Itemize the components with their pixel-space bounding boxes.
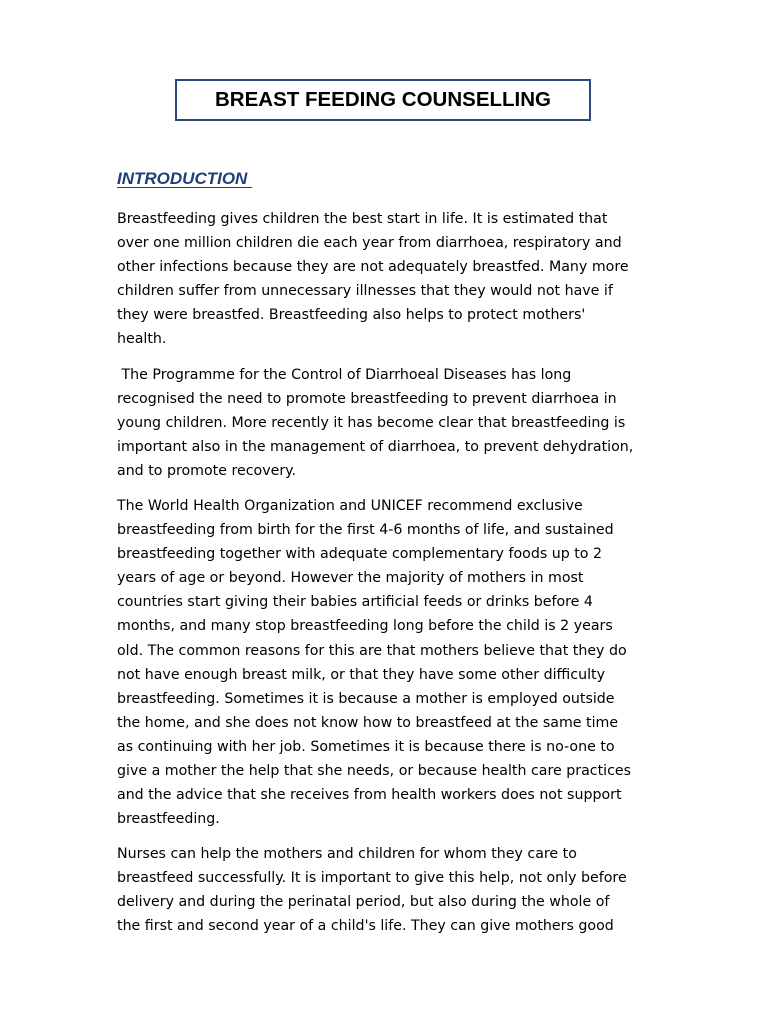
document-title: BREAST FEEDING COUNSELLING [215,88,551,111]
text-line: give a mother the help that she needs, or because health care practices [117,763,631,780]
section-heading-introduction: INTRODUCTION [117,169,253,188]
text-line: young children. More recently it has become clear that breastfeeding is [117,415,626,432]
text-line: breastfeeding together with adequate complementary foods up to 2 [117,546,603,563]
text-line: The World Health Organization and UNICEF recommend exclusive [117,498,583,514]
text-line: recognised the need to promote breastfeeding to prevent diarrhoea in [117,391,617,408]
text-line: Breastfeeding gives children the best start in life. It is estimated that [117,211,608,227]
title-box [175,79,591,121]
text-line: breastfeeding. [117,811,220,828]
text-line: delivery and during the perinatal period, but also during the whole of [117,894,610,911]
text-line: old. The common reasons for this are that mothers believe that they do [117,642,627,659]
text-line: breastfeeding from birth for the first 4-6 months of life, and sustained [117,522,614,539]
paragraph-3 [117,494,657,831]
text-line: children suffer from unnecessary illnesses that they would not have if [117,283,613,300]
text-line: and the advice that she receives from health workers does not support [117,787,622,804]
text-line: important also in the management of diarrhoea, to prevent dehydration, [117,439,634,456]
text-line: years of age or beyond. However the majority of mothers in most [117,570,584,587]
text-line: as continuing with her job. Sometimes it is because there is no-one to [117,738,615,755]
paragraph-4 [117,842,657,938]
text-line: not have enough breast milk, or that they have some other difficulty [117,666,605,683]
text-line: the first and second year of a child's life. They can give mothers good [117,918,614,935]
text-line: and to promote recovery. [117,463,297,480]
text-line: Nurses can help the mothers and children for whom they care to [117,846,577,862]
text-line: they were breastfed. Breastfeeding also helps to protect mothers' [117,307,586,324]
text-line: countries start giving their babies artificial feeds or drinks before 4 [117,594,593,611]
text-line: months, and many stop breastfeeding long before the child is 2 years [117,618,613,635]
text-line: The Programme for the Control of Diarrhoeal Diseases has long [117,367,572,383]
text-line: breastfeed successfully. It is important to give this help, not only before [117,870,627,887]
text-line: over one million children die each year from diarrhoea, respiratory and [117,235,622,252]
text-line: other infections because they are not adequately breastfed. Many more [117,259,629,276]
paragraph-2 [117,363,657,483]
text-line: health. [117,331,167,348]
text-line: the home, and she does not know how to breastfeed at the same time [117,714,619,731]
text-line: breastfeeding. Sometimes it is because a mother is employed outside [117,690,615,707]
paragraph-1 [117,207,657,352]
